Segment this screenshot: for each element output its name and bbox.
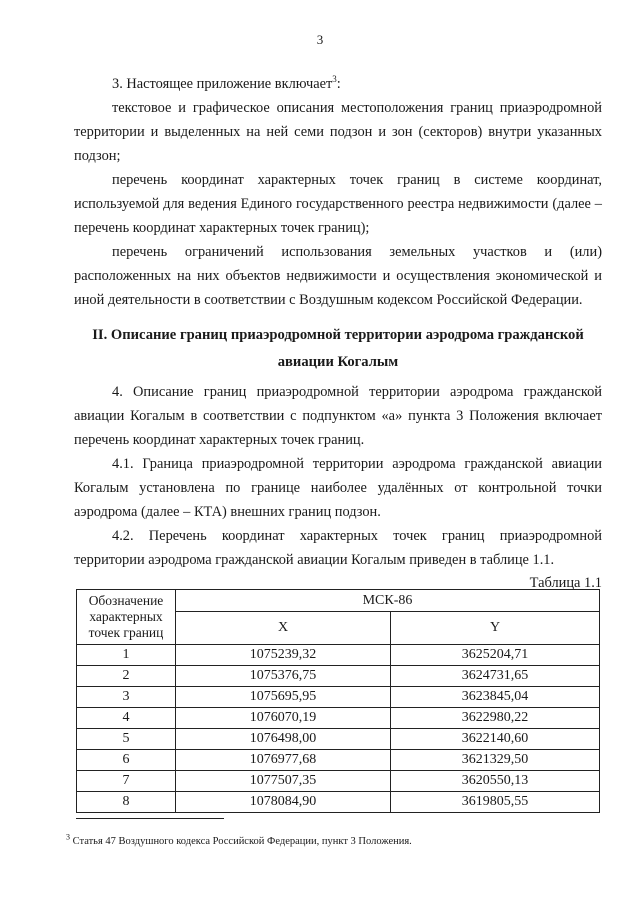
table-caption: Таблица 1.1 [529, 575, 602, 591]
table-header-row [77, 590, 600, 612]
coord-x: 1076977,68 [176, 750, 391, 771]
intro-block [74, 72, 602, 594]
point-number: 3 [77, 687, 176, 708]
paragraph-4-2: 4.2. Перечень координат характерных точек границ приаэродромной территории аэродрома гражданской авиации Когалым приведен в таблице 1.1. [74, 528, 602, 568]
footnote-mark: 3 [66, 832, 70, 842]
coord-y: 3619805,55 [391, 792, 600, 813]
point-number: 1 [77, 645, 176, 666]
footnote-ref: 3 [332, 74, 337, 85]
paragraph-restrictions-list: перечень ограничений использования земельных участков и (или) расположенных на них объектов недвижимости и осуществления экономической и иной деятельности в соответствии с Воздушным кодексом Российской Федерации. [74, 244, 602, 308]
paragraph-3-text: 3. Настоящее приложение включает [112, 76, 333, 92]
point-number: 4 [77, 708, 176, 729]
table-row [77, 708, 600, 729]
coord-y: 3620550,13 [391, 771, 600, 792]
page-number: 3 [316, 32, 324, 47]
coord-x: 1076070,19 [176, 708, 391, 729]
coord-x: 1075239,32 [176, 645, 391, 666]
coord-y: 3623845,04 [391, 687, 600, 708]
coord-x: 1077507,35 [176, 771, 391, 792]
footnote-divider [76, 818, 224, 819]
point-number: 6 [77, 750, 176, 771]
point-number: 2 [77, 666, 176, 687]
coord-x: 1076498,00 [176, 729, 391, 750]
coordinates-table [76, 589, 600, 813]
table-row [77, 687, 600, 708]
table-row [77, 750, 600, 771]
table-row [77, 792, 600, 813]
header-coordinate-system: МСК-86 [176, 590, 600, 612]
coord-y: 3622980,22 [391, 708, 600, 729]
coord-x: 1075376,75 [176, 666, 391, 687]
footnote [66, 832, 606, 849]
coord-y: 3622140,60 [391, 729, 600, 750]
point-number: 7 [77, 771, 176, 792]
paragraph-descriptions: текстовое и графическое описания местоположения границ приаэродромной территории и выделенных на ней семи подзон и зон (секторов) внутри указанных подзон; [74, 100, 602, 164]
section-heading: II. Описание границ приаэродромной территории аэродрома гражданской авиации Когалым [92, 327, 584, 370]
paragraph-3 [74, 72, 602, 96]
coord-y: 3624731,65 [391, 666, 600, 687]
paragraph-3-suffix: : [336, 76, 341, 92]
coord-y: 3625204,71 [391, 645, 600, 666]
table-row [77, 771, 600, 792]
table-row [77, 729, 600, 750]
paragraph-4-1: 4.1. Граница приаэродромной территории аэродрома гражданской авиации Когалым установлена по границе наиболее удалённых от контрольной точки аэродрома (далее – КТА) внешних границ подзон. [74, 456, 602, 520]
table-row [77, 645, 600, 666]
table-row [77, 666, 600, 687]
coord-x: 1075695,95 [176, 687, 391, 708]
point-number: 5 [77, 729, 176, 750]
paragraph-coordinates-list: перечень координат характерных точек границ в системе координат, используемой для ведения Единого государственного реестра недвижимости (далее – перечень координат характерных точек границ); [74, 172, 602, 236]
footnote-text: Статья 47 Воздушного кодекса Российской Федерации, пункт 3 Положения. [72, 836, 412, 847]
header-x: X [176, 612, 391, 645]
point-number: 8 [77, 792, 176, 813]
coord-x: 1078084,90 [176, 792, 391, 813]
coord-y: 3621329,50 [391, 750, 600, 771]
paragraph-4: 4. Описание границ приаэродромной территории аэродрома гражданской авиации Когалым в соответствии с подпунктом «а» пункта 3 Положения включает перечень координат характерных точек границ. [74, 384, 602, 448]
header-y: Y [391, 612, 600, 645]
header-point-label: Обозначение характерных точек границ [77, 590, 176, 645]
